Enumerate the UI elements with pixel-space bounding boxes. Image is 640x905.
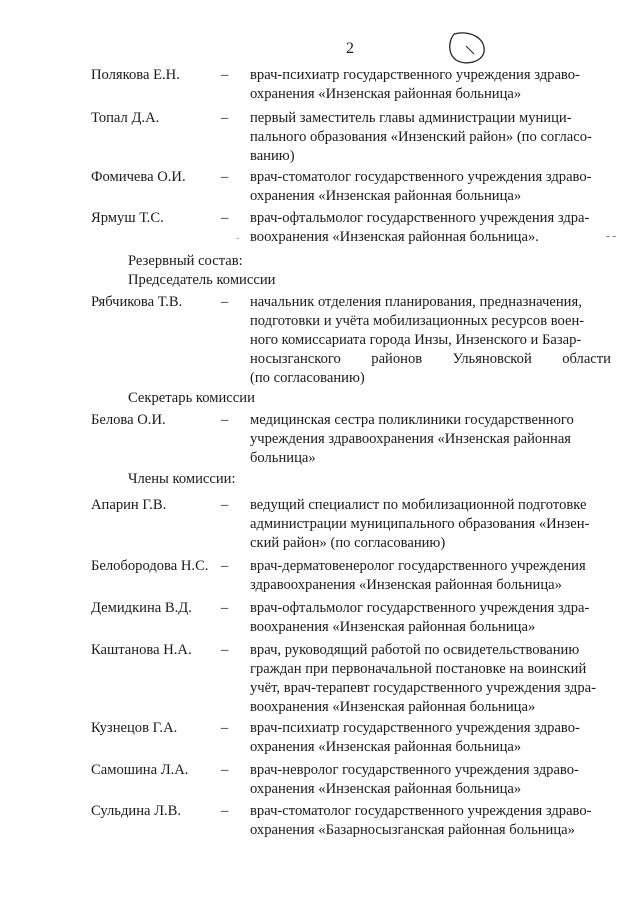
dash: –	[221, 294, 229, 310]
member-description: первый заместитель главы администрации муници- пального образования «Инзенский район» (по согласо- ванию)	[250, 110, 592, 164]
dash: –	[221, 412, 229, 428]
member-description: врач-психиатр государственного учреждения здраво- охранения «Инзенская районная больница»	[250, 67, 580, 102]
member-name: Кузнецов Г.А.	[91, 720, 178, 736]
member-name: Апарин Г.В.	[91, 497, 167, 513]
member-name: Ярмуш Т.С.	[91, 210, 164, 226]
dash: –	[221, 803, 229, 819]
member-description: врач-дерматовенеролог государственного учреждения здравоохранения «Инзенская районная больница»	[250, 558, 586, 593]
member-name: Топал Д.А.	[91, 110, 160, 126]
member-name: Сульдина Л.В.	[91, 803, 182, 819]
dash: –	[221, 67, 229, 83]
reserve-heading: Резервный состав:	[128, 253, 243, 269]
member-description: врач, руководящий работой по освидетельствованию граждан при первоначальной постановке на воинский учёт, врач-терапевт государственного учреждения здра- воохранения «Инзенская районная больница»	[250, 642, 596, 715]
dash: –	[221, 210, 229, 226]
dash: –	[221, 720, 229, 736]
handwritten-mark	[446, 30, 490, 68]
member-name: Белобородова Н.С.	[91, 558, 209, 574]
dash: –	[221, 110, 229, 126]
secretary-description: медицинская сестра поликлиники государственного учреждения здравоохранения «Инзенская районная больница»	[250, 412, 574, 466]
secretary-name: Белова О.И.	[91, 412, 166, 428]
line-part: Ульяновской	[452, 351, 532, 367]
scan-speck: - -	[606, 230, 617, 242]
line-part: носызганского	[250, 351, 341, 367]
chair-name: Рябчикова Т.В.	[91, 294, 183, 310]
chair-description: начальник отделения планирования, предназначения, подготовки и учёта мобилизационных ресурсов воен- ного комиссариата города Инзы, Инзенского и Базар- носызганского районов Ульяновской области (по согласованию)	[250, 294, 611, 386]
line-part: области	[562, 351, 611, 367]
dash: –	[221, 558, 229, 574]
secretary-heading: Секретарь комиссии	[128, 390, 255, 406]
member-description: врач-стоматолог государственного учреждения здраво- охранения «Базарносызганская районная больница»	[250, 803, 592, 838]
chair-heading: Председатель комиссии	[128, 272, 276, 288]
member-description: врач-психиатр государственного учреждения здраво- охранения «Инзенская районная больница»	[250, 720, 580, 755]
member-description: ведущий специалист по мобилизационной подготовке администрации муниципального образования «Инзен- ский район» (по согласованию)	[250, 497, 590, 551]
member-name: Каштанова Н.А.	[91, 642, 192, 658]
member-description: врач-офтальмолог государственного учреждения здра- воохранения «Инзенская районная больница»	[250, 600, 590, 635]
member-name: Демидкина В.Д.	[91, 600, 192, 616]
members-heading: Члены комиссии:	[128, 471, 236, 487]
page-number: 2	[346, 40, 354, 57]
justified-line	[250, 350, 611, 369]
dash: –	[221, 169, 229, 185]
line-part: районов	[371, 351, 423, 367]
dash: –	[221, 762, 229, 778]
member-name: Фомичева О.И.	[91, 169, 186, 185]
dash: –	[221, 497, 229, 513]
scan-speck: ·	[236, 233, 240, 245]
member-description: врач-невролог государственного учреждения здраво- охранения «Инзенская районная больница»	[250, 762, 579, 797]
member-name: Самошина Л.А.	[91, 762, 189, 778]
dash: –	[221, 642, 229, 658]
member-name: Полякова Е.Н.	[91, 67, 180, 83]
member-description: врач-офтальмолог государственного учреждения здра- воохранения «Инзенская районная больница».	[250, 210, 590, 245]
dash: –	[221, 600, 229, 616]
member-description: врач-стоматолог государственного учреждения здраво- охранения «Инзенская районная больница»	[250, 169, 592, 204]
